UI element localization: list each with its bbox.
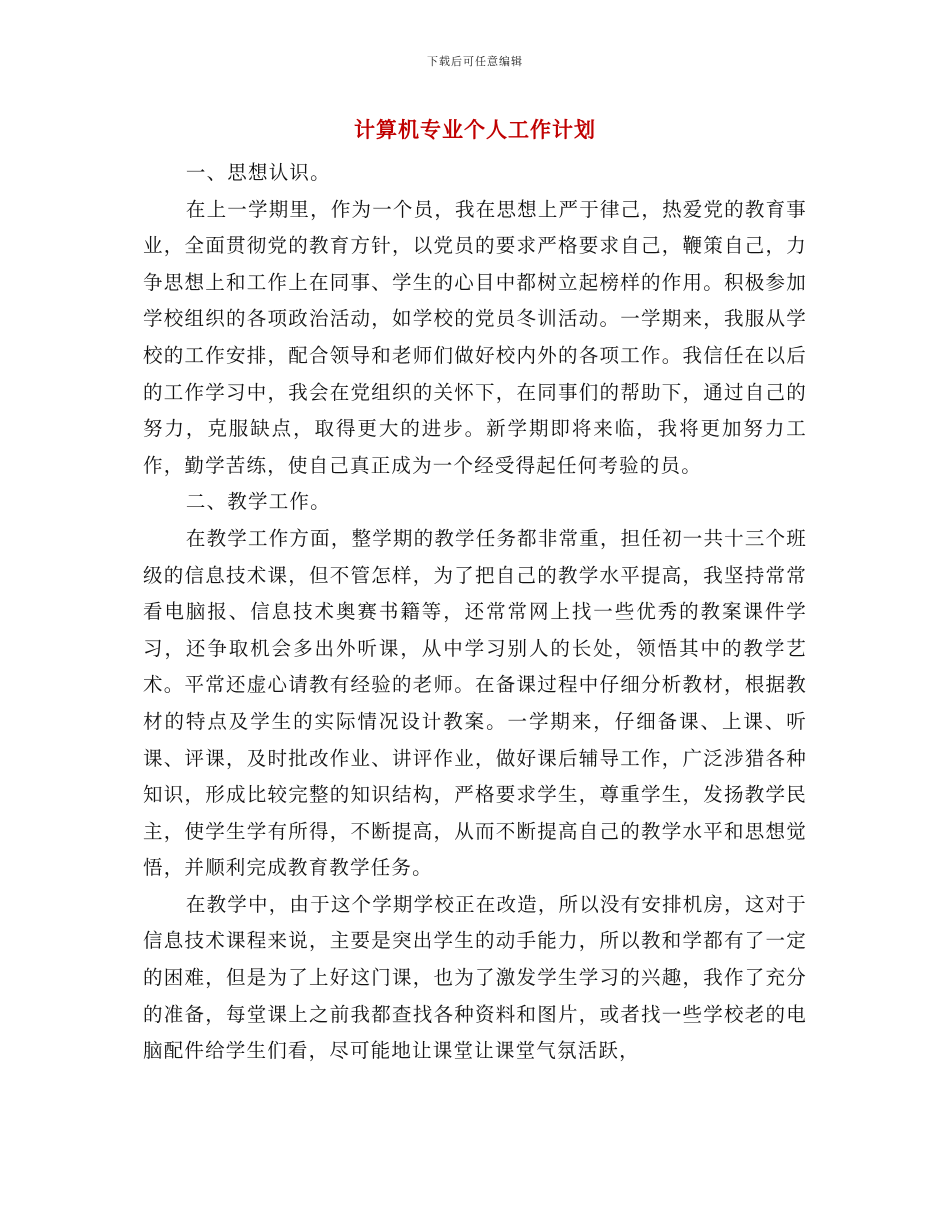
paragraph: 在教学工作方面，整学期的教学任务都非常重，担任初一共十三个班级的信息技术课，但不管怎样，为了把自己的教学水平提高，我坚持常常看电脑报、信息技术奥赛书籍等，还常常网上找一些优秀的教案课件学习，还争取机会多出外听课，从中学习别人的长处，领悟其中的教学艺术。平常还虚心请教有经验的老师。在备课过程中仔细分析教材，根据教材的特点及学生的实际情况设计教案。一学期来，仔细备课、上课、听课、评课，及时批改作业、讲评作业，做好课后辅导工作，广泛涉猎各种知识，形成比较完整的知识结构，严格要求学生，尊重学生，发扬教学民主，使学生学有所得，不断提高，从而不断提高自己的教学水平和思想觉悟，并顺利完成教育教学任务。 <box>143 526 807 880</box>
section-heading: 一、思想认识。 <box>185 161 331 184</box>
paragraph: 在上一学期里，作为一个员，我在思想上严于律己，热爱党的教育事业，全面贯彻党的教育方针，以党员的要求严格要求自己，鞭策自己，力争思想上和工作上在同事、学生的心目中都树立起榜样的作用。积极参加学校组织的各项政治活动，如学校的党员冬训活动。一学期来，我服从学校的工作安排，配合领导和老师们做好校内外的各项工作。我信任在以后的工作学习中，我会在党组织的关怀下，在同事们的帮助下，通过自己的努力，克服缺点，取得更大的进步。新学期即将来临，我将更加努力工作，勤学苦练，使自己真正成为一个经受得起任何考验的员。 <box>143 197 807 477</box>
document-title: 计算机专业个人工作计划 <box>354 117 596 142</box>
paragraph: 在教学中，由于这个学期学校正在改造，所以没有安排机房，这对于信息技术课程来说，主要是突出学生的动手能力，所以教和学都有了一定的困难，但是为了上好这门课，也为了激发学生学习的兴趣，我作了充分的准备，每堂课上之前我都查找各种资料和图片，或者找一些学校老的电脑配件给学生们看，尽可能地让课堂让课堂气氛活跃， <box>143 892 807 1063</box>
header-note: 下载后可任意编辑 <box>427 55 523 68</box>
section-heading: 二、教学工作。 <box>185 490 331 514</box>
document-body <box>143 155 807 1070</box>
